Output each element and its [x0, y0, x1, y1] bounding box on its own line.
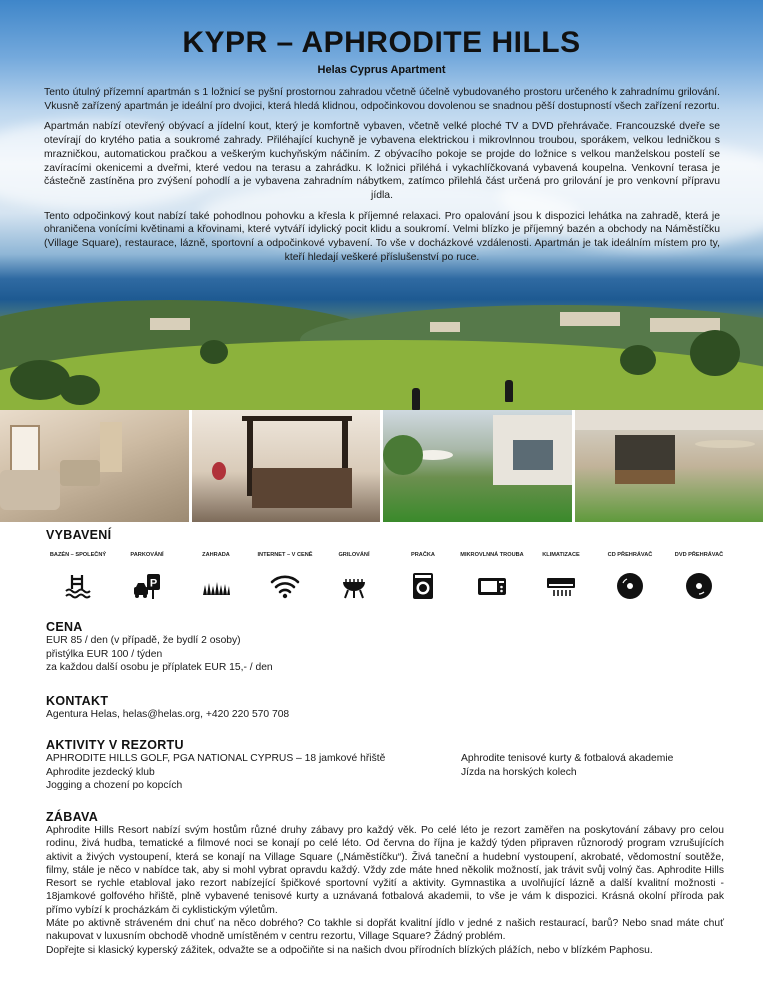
amenity-item — [322, 552, 386, 602]
amenity-item — [184, 552, 248, 602]
contact-text: Agentura Helas, helas@helas.org, +420 220 570 708 — [46, 709, 290, 720]
entertainment-paragraph: Aphrodite Hills Resort nabízí svým hostům různé druhy zábavy pro každý věk. Po celé léto je rezort zaměřen na poskytování zábavy pro celou rodinu, živá hudba, tematické a filmové noci se konají po celé léto. Od června do října je každý týden připraven různorodý program vzrušujících aktivit a živých vystoupení, která se konají na Village Square („Náměstíčku“). Živá taneční a hudební vystoupení, akrobaté, vědomostní soutěže, filmy, stále je něco v nabídce tak, aby si mohl vybrat opravdu každý. Vždy zde máte hned několik možností, jak trávit svůj volný čas. Aphrodite Hills Resort se rychle etabloval jako rezort nabízející špičkové sportovní vyžití a aktivity. Gymnastika a uvolňující lázně a další kvalitní možnosti - 18jamkové golfového hřiště, plně vybavené tenisové kurty a uznávaná fotbalová akademii, to vše je vám k dispozici. Krásná okolní příroda pak přímo vybízí k procházkám či cyklistickým výletům. — [46, 825, 724, 916]
washing-machine-icon — [391, 570, 455, 602]
intro-paragraph: Tento útulný přízemní apartmán s 1 ložnicí se pyšní prostornou zahradou včetně účelně vybudovaného prostoru určeného k zahradnímu grilování. Vkusně zařízený apartmán je ideální pro dvojici, která hledá klidnou, odpočinkovou dovolenou se snadnou pěší dostupností všech zařízení rezortu. — [44, 87, 720, 112]
wifi-icon — [253, 570, 317, 602]
amenity-label: BAZÉN – SPOLEČNÝ — [49, 552, 107, 558]
living-room-photo — [0, 410, 189, 522]
activities-right-column — [461, 752, 736, 793]
amenity-label: CD PŘEHRÁVAČ — [607, 552, 653, 558]
activity-item: Aphrodite tenisové kurty & fotbalová akademie — [461, 753, 674, 764]
amenity-label: DVD PŘEHRÁVAČ — [674, 552, 724, 558]
price-heading: CENA — [46, 620, 83, 634]
amenity-label: KLIMATIZACE — [542, 552, 580, 558]
hero-banner — [0, 0, 763, 410]
parking-icon — [115, 570, 179, 602]
svg-text:P: P — [149, 577, 158, 590]
bedroom-photo — [192, 410, 381, 522]
amenity-label: MIKROVLNNÁ TROUBA — [460, 552, 524, 558]
amenity-item — [115, 552, 179, 602]
amenity-label: PARKOVÁNÍ — [130, 552, 164, 558]
activities-heading: AKTIVITY V REZORTU — [46, 738, 184, 752]
amenity-item — [667, 552, 731, 602]
photo-strip — [0, 410, 763, 522]
golfer-figure — [412, 388, 420, 410]
dvd-player-icon — [667, 570, 731, 602]
amenity-item — [460, 552, 524, 602]
entertainment-paragraph: Dopřejte si klasický kyperský zážitek, odvažte se a odpočiňte si na našich dvou přírodních blízkých plážích, nebo v blízkém Paphosu. — [46, 944, 653, 956]
activities-left-column — [46, 752, 461, 793]
page-subtitle: Helas Cyprus Apartment — [317, 64, 446, 76]
activity-item: Jogging a chození po kopcích — [46, 780, 183, 791]
entertainment-paragraph: Máte po aktivně stráveném dni chuť na něco dobrého? Co takhle si dopřát kvalitní jídlo v jedné z našich restaurací, barů? Nebo snad máte chuť nakupovat v luxusním obchodě vhodně umístěném v centru rezortu, Village Square? Žádný problém. — [46, 918, 724, 943]
entertainment-section — [46, 810, 724, 957]
activities-columns — [46, 752, 736, 793]
terrace-photo — [575, 410, 763, 522]
amenity-item — [46, 552, 110, 602]
amenity-item — [391, 552, 455, 602]
garden-icon — [184, 570, 248, 602]
amenity-label: GRILOVÁNÍ — [338, 552, 370, 558]
entertainment-heading: ZÁBAVA — [46, 810, 99, 824]
intro-paragraph: Apartmán nabízí otevřený obývací a jídelní kout, který je komfortně vybaven, včetně velké ploché TV a DVD přehrávače. Francouzské dveře se otevírají do krytého patia a soukromé zahrady. Přiléhající kuchyně je vybavena elektrickou i mikrovlnnou troubou, sporákem, velkou ledničkou s mrazničkou, automatickou pračkou a veškerým kuchyňským náčiním. Z obývacího pokoje se projde do ložnice s velkou manželskou postelí se zavíracími okenicemi a dveřmi, které vedou na terasu a zahrádku. K ložnici přiléhá i vykachlíčkovaná vybavená koupelna. Venkovní terasa je částečně zastíněna pro zvýšení pohodlí a je vybavena zahradním nábytkem, zatímco přilehlá část určená pro grilování je pro venkovní přípravu jídla. — [44, 121, 720, 201]
activity-item: Aphrodite jezdecký klub — [46, 766, 155, 778]
amenity-item — [253, 552, 317, 602]
activity-item: Jízda na horských kolech — [461, 766, 577, 778]
activity-item: APHRODITE HILLS GOLF, PGA NATIONAL CYPRUS – 18 jamkové hřiště — [46, 753, 386, 764]
pool-icon — [46, 570, 110, 602]
golfer-figure — [505, 380, 513, 402]
amenities-heading: VYBAVENÍ — [46, 528, 112, 542]
price-section — [46, 620, 273, 675]
air-conditioning-icon — [529, 570, 593, 602]
garden-photo — [383, 410, 572, 522]
contact-heading: KONTAKT — [46, 694, 109, 708]
amenity-label: PRAČKA — [411, 552, 435, 558]
cd-player-icon — [598, 570, 662, 602]
grill-icon — [322, 570, 386, 602]
intro-paragraph: Tento odpočinkový kout nabízí také pohodlnou pohovku a křesla k příjemné relaxaci. Pro opalování jsou k dispozici lehátka na zahradě, která je ohraničena vonícími květinami a křovinami, které vytváří idylický pocit klidu a soukromí. Velmi blízko je příjemný bazén a obchody na Náměstíčku (Village Square), restaurace, lázně, sportovní a odpočinkové vybavení. To vše v docházkové vzdálenosti. Apartmán je tak ideálním místem pro ty, kteří hledají veškeré příslušenství po ruce. — [44, 210, 720, 263]
amenities-list — [46, 552, 731, 602]
price-line: za každou další osobu je příplatek EUR 15,- / den — [46, 662, 273, 673]
amenity-label: INTERNET – V CENĚ — [257, 552, 313, 558]
contact-section — [46, 694, 289, 722]
microwave-icon — [460, 570, 524, 602]
intro-text — [44, 86, 720, 271]
amenity-label: ZAHRADA — [202, 552, 230, 558]
price-line: přistýlka EUR 100 / týden — [46, 648, 163, 660]
amenity-item — [529, 552, 593, 602]
amenities-section — [46, 528, 736, 602]
page-title: KYPR – APHRODITE HILLS — [182, 26, 581, 59]
price-line: EUR 85 / den (v případě, že bydlí 2 osoby) — [46, 635, 241, 646]
amenity-item — [598, 552, 662, 602]
activities-section — [46, 738, 736, 793]
